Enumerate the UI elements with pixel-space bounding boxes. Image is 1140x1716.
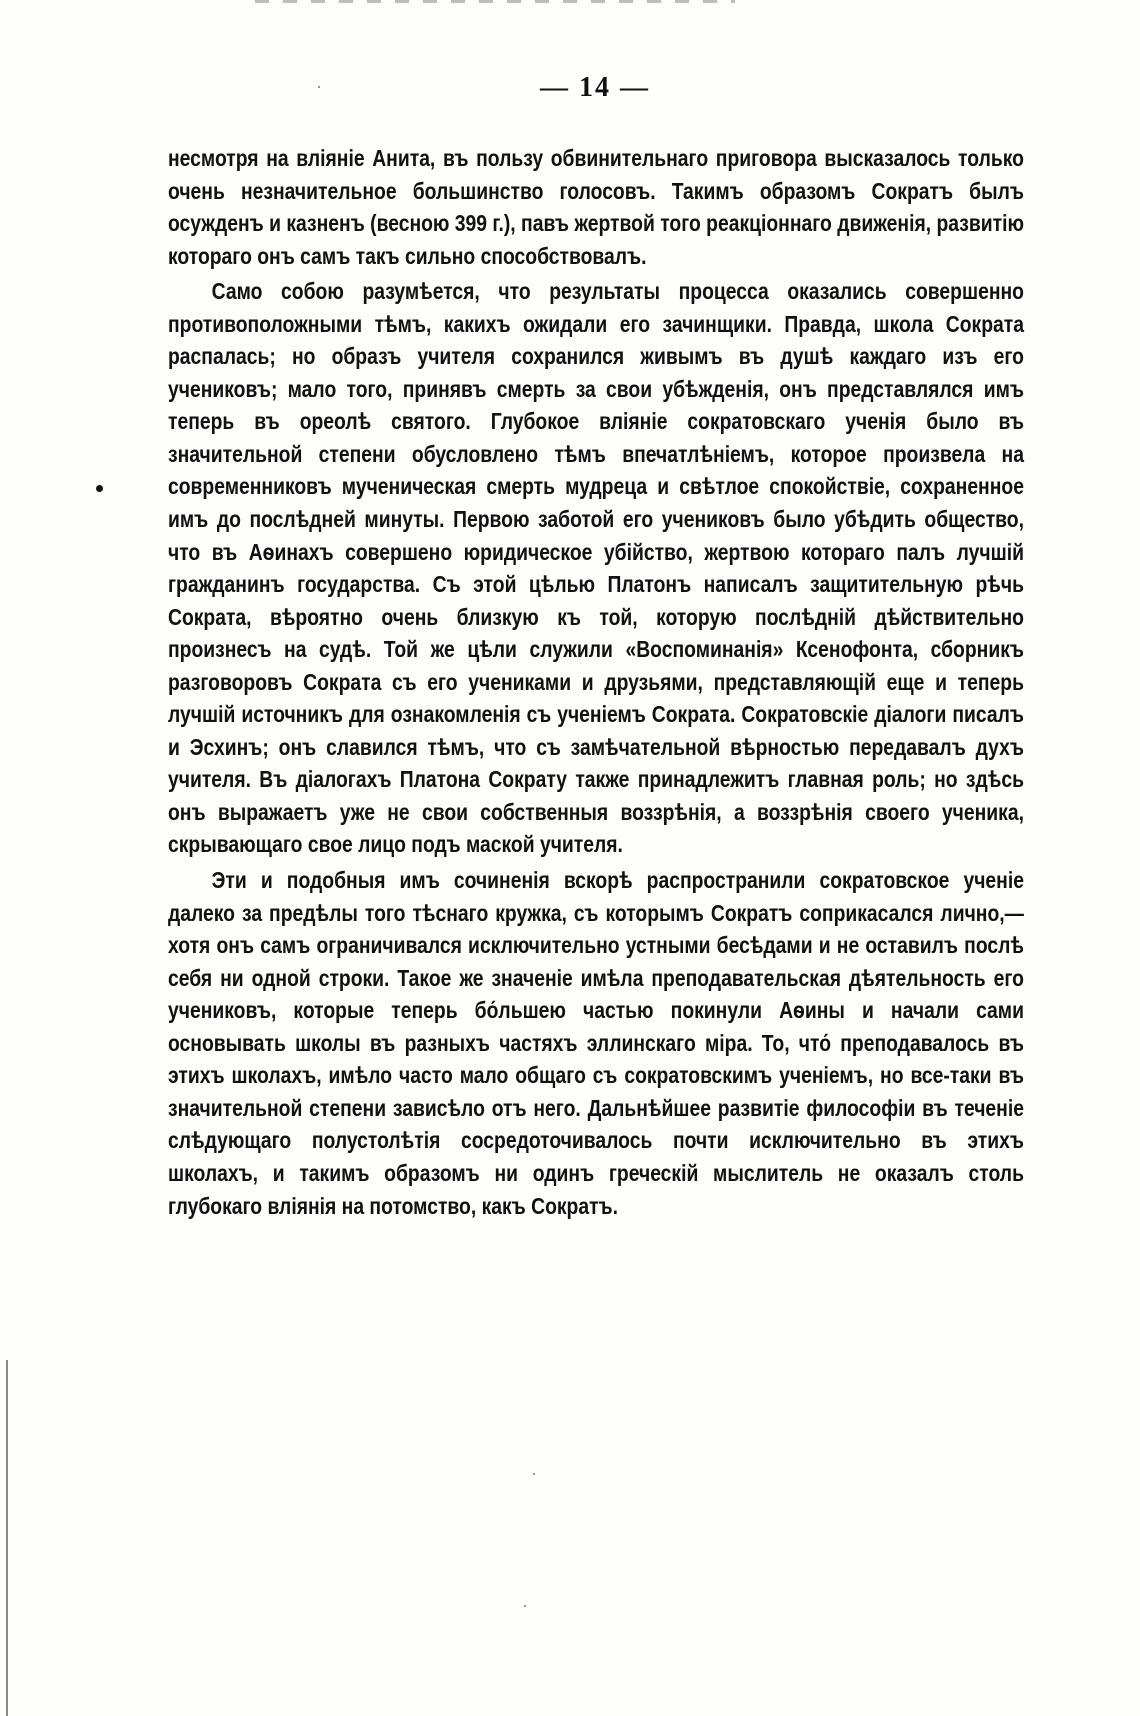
paragraph-results: Само собою разумѣется, что результаты процесса оказались совершенно противоположными тѣмъ, какихъ ожидали его зачинщики. Правда, школа Сократа распалась; но образъ учителя сохранился живымъ въ душѣ каждаго изъ его учениковъ; мало того, принявъ смерть за свои убѣжденія, онъ представлялся имъ теперь въ ореолѣ святого. Глубокое вліяніе сократовскаго ученія было въ значительной степени обусловлено тѣмъ впечатлѣніемъ, которое произвела на современниковъ мученическая смерть мудреца и свѣтлое спокойствіе, сохраненное имъ до послѣдней минуты. Первою заботой его учениковъ было убѣдить общество, что въ Аѳинахъ совершено юридическое убійство, жертвою котораго палъ лучшій гражданинъ государства. Съ этой цѣлью Платонъ написалъ защитительную рѣчь Сократа, вѣроятно очень близкую къ той, которую послѣдній дѣйствительно произнесъ на судѣ. Той же цѣли служили «Воспоминанія» Ксенофонта, сборникъ разговоровъ Сократа съ его учениками и друзьями, представляющій еще и теперь лучшій источникъ для ознакомленія съ ученіемъ Сократа. Сократовскіе діалоги писалъ и Эсхинъ; онъ славился тѣмъ, что съ замѣчательной вѣрностью передавалъ духъ учителя. Въ діалогахъ Платона Сократу также принадлежитъ главная роль; но здѣсь онъ выражаетъ уже не свои собственныя воззрѣнія, а воззрѣнія своего ученика, скрывающаго свое лицо подъ маской учителя. bbox=[168, 278, 1024, 858]
top-scan-artifact bbox=[255, 0, 735, 3]
page-number: — 14 — bbox=[540, 72, 650, 103]
paragraph-influence: Эти и подобныя имъ сочиненія вскорѣ распространили сократовское ученіе далеко за предѣлы того тѣснаго кружка, съ которымъ Сократъ соприкасался лично,—хотя онъ самъ ограничивался исключительно устными бесѣдами и не оставилъ послѣ себя ни одной строки. Такое же значеніе имѣла преподавательская дѣятельность его учениковъ, которые теперь бо́льшею частью покинули Аѳины и начали сами основывать школы въ разныхъ частяхъ эллинскаго міра. То, что́ преподавалось въ этихъ школахъ, имѣло часто мало общаго съ сократовскимъ ученіемъ, но все-таки въ значительной степени зависѣло отъ него. Дальнѣйшее развитіе философіи въ теченіе слѣдующаго полустолѣтія сосредоточивалось почти исключительно въ этихъ школахъ, и такимъ образомъ ни одинъ греческій мыслитель не оказалъ столь глубокаго вліянія на потомство, какъ Сократъ. bbox=[168, 867, 1024, 1219]
body-text bbox=[168, 142, 1024, 1222]
paper-speck bbox=[524, 1605, 526, 1607]
page-edge-line bbox=[6, 1360, 8, 1716]
paper-speck bbox=[533, 1473, 535, 1475]
paper-speck bbox=[318, 86, 320, 88]
margin-ink-dot bbox=[96, 485, 103, 492]
paragraph-continuation: несмотря на вліяніе Анита, въ пользу обвинительнаго приговора высказалось только очень незначительное большинство голосовъ. Такимъ образомъ Сократъ былъ осужденъ и казненъ (весною 399 г.), павъ жертвой того реакціоннаго движенія, развитію котораго онъ самъ такъ сильно способствовалъ. bbox=[168, 145, 1024, 269]
